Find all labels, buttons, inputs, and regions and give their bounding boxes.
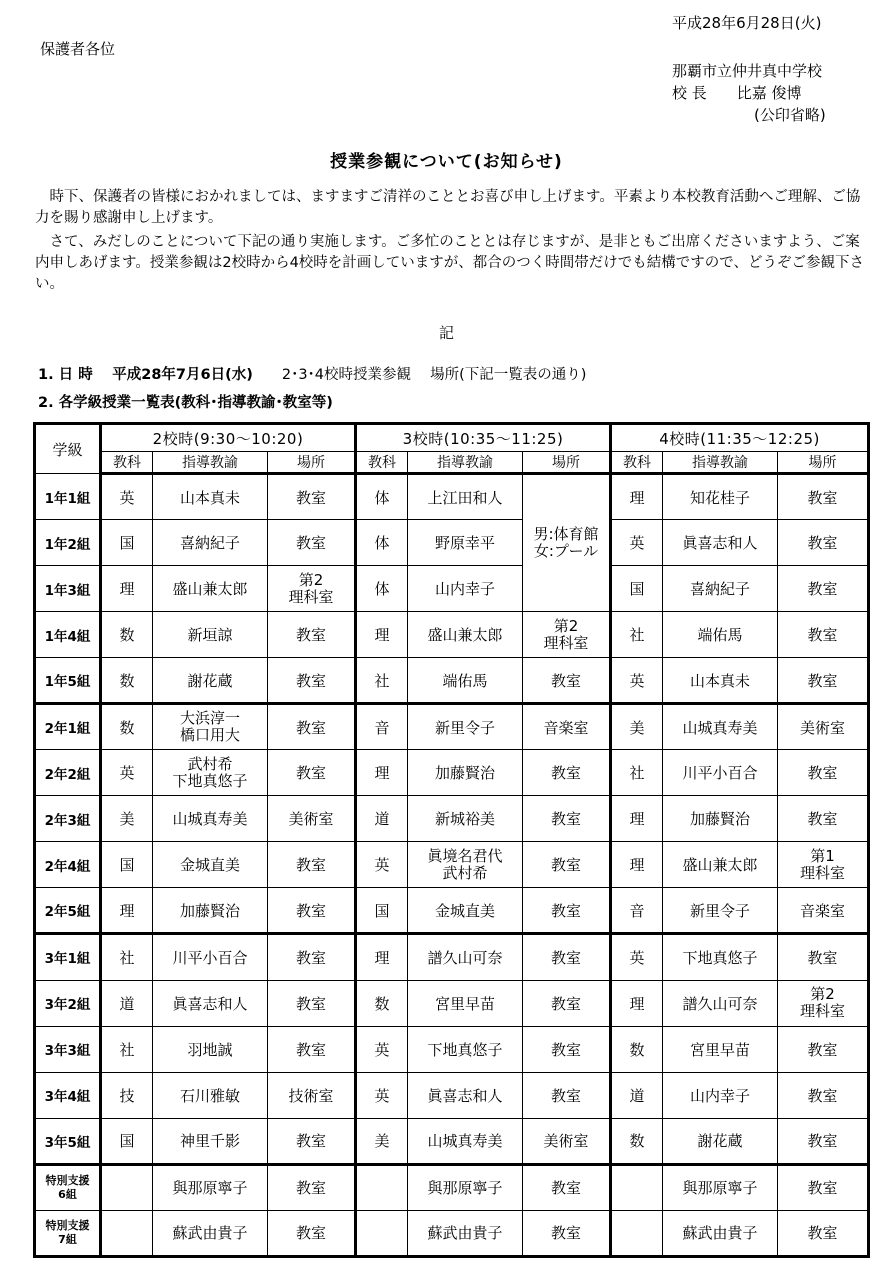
subject-cell: 理 xyxy=(611,474,663,520)
location-cell: 教室 xyxy=(523,1164,611,1210)
teacher-cell: 新里令子 xyxy=(663,888,778,934)
addressee: 保護者各位 xyxy=(40,40,116,58)
table-row xyxy=(35,842,869,888)
location-cell: 第1 理科室 xyxy=(778,842,869,888)
subject-cell: 美 xyxy=(356,1118,408,1164)
class-name-cell: 3年5組 xyxy=(35,1118,101,1164)
subject-subheader: 教科 xyxy=(356,452,408,474)
subject-cell: 社 xyxy=(101,934,153,980)
class-column-header: 学級 xyxy=(35,424,101,474)
location-cell: 教室 xyxy=(778,658,869,704)
subject-cell: 英 xyxy=(611,934,663,980)
teacher-cell: 加藤賢治 xyxy=(663,796,778,842)
subject-cell: 理 xyxy=(356,934,408,980)
subject-subheader: 教科 xyxy=(101,452,153,474)
location-cell: 教室 xyxy=(268,888,356,934)
subject-cell: 理 xyxy=(101,566,153,612)
location-cell: 教室 xyxy=(523,796,611,842)
table-row xyxy=(35,474,869,520)
teacher-cell: 金城直美 xyxy=(153,842,268,888)
teacher-cell: 眞喜志和人 xyxy=(153,980,268,1026)
teacher-subheader: 指導教諭 xyxy=(153,452,268,474)
teacher-subheader: 指導教諭 xyxy=(408,452,523,474)
subject-cell: 社 xyxy=(356,658,408,704)
location-cell: 教室 xyxy=(523,1026,611,1072)
teacher-cell: 山本真未 xyxy=(663,658,778,704)
table-row xyxy=(35,566,869,612)
teacher-cell: 與那原寧子 xyxy=(663,1164,778,1210)
ki-marker: 記 xyxy=(438,324,454,342)
location-subheader: 場所 xyxy=(268,452,356,474)
location-cell: 教室 xyxy=(523,842,611,888)
subject-cell xyxy=(101,1210,153,1256)
location-cell: 美術室 xyxy=(523,1118,611,1164)
class-name-cell: 1年1組 xyxy=(35,474,101,520)
teacher-cell: 與那原寧子 xyxy=(408,1164,523,1210)
location-cell: 教室 xyxy=(778,520,869,566)
teacher-cell: 眞境名君代 武村希 xyxy=(408,842,523,888)
teacher-cell: 上江田和人 xyxy=(408,474,523,520)
location-cell: 美術室 xyxy=(778,704,869,750)
location-cell: 教室 xyxy=(268,658,356,704)
class-name-cell: 2年3組 xyxy=(35,796,101,842)
subject-cell: 体 xyxy=(356,566,408,612)
teacher-cell: 山内幸子 xyxy=(663,1072,778,1118)
location-cell: 教室 xyxy=(778,566,869,612)
teacher-cell: 川平小百合 xyxy=(663,750,778,796)
class-name-cell: 1年3組 xyxy=(35,566,101,612)
location-cell: 教室 xyxy=(268,842,356,888)
location-cell: 教室 xyxy=(778,1210,869,1256)
subject-cell: 道 xyxy=(611,1072,663,1118)
subject-cell: 道 xyxy=(356,796,408,842)
subject-cell: 英 xyxy=(356,842,408,888)
teacher-cell: 宮里早苗 xyxy=(408,980,523,1026)
teacher-cell: 謝花蔵 xyxy=(663,1118,778,1164)
teacher-cell: 知花桂子 xyxy=(663,474,778,520)
location-cell: 教室 xyxy=(523,888,611,934)
location-cell: 教室 xyxy=(268,1026,356,1072)
teacher-cell: 新里令子 xyxy=(408,704,523,750)
subject-cell: 数 xyxy=(101,658,153,704)
location-subheader: 場所 xyxy=(523,452,611,474)
period-2-header: 2校時(9:30～10:20) xyxy=(101,424,356,452)
location-cell: 教室 xyxy=(523,1210,611,1256)
location-cell: 教室 xyxy=(268,704,356,750)
location-cell: 教室 xyxy=(268,1210,356,1256)
table-row xyxy=(35,980,869,1026)
location-subheader: 場所 xyxy=(778,452,869,474)
notice-date: 平成28年6月28日(火) xyxy=(672,14,822,32)
subject-cell: 美 xyxy=(101,796,153,842)
item-schedule-heading: 2. 各学級授業一覧表(教科･指導教諭･教室等) xyxy=(38,395,333,411)
location-cell: 技術室 xyxy=(268,1072,356,1118)
location-cell: 教室 xyxy=(268,1118,356,1164)
location-cell: 教室 xyxy=(778,1072,869,1118)
table-row xyxy=(35,1210,869,1256)
location-cell: 教室 xyxy=(523,934,611,980)
teacher-cell: 喜納紀子 xyxy=(663,566,778,612)
location-cell: 教室 xyxy=(523,658,611,704)
subject-cell: 美 xyxy=(611,704,663,750)
location-cell: 第2 理科室 xyxy=(268,566,356,612)
location-cell: 教室 xyxy=(523,1072,611,1118)
subject-cell: 英 xyxy=(356,1026,408,1072)
teacher-cell: 野原幸平 xyxy=(408,520,523,566)
teacher-cell: 盛山兼太郎 xyxy=(153,566,268,612)
teacher-cell: 加藤賢治 xyxy=(408,750,523,796)
period-3-header: 3校時(10:35～11:25) xyxy=(356,424,611,452)
class-name-cell: 3年2組 xyxy=(35,980,101,1026)
location-cell: 第2 理科室 xyxy=(523,612,611,658)
location-cell: 教室 xyxy=(268,934,356,980)
location-cell: 教室 xyxy=(268,474,356,520)
teacher-cell: 下地真悠子 xyxy=(663,934,778,980)
teacher-cell: 山城真寿美 xyxy=(663,704,778,750)
class-name-cell: 特別支援 6組 xyxy=(35,1164,101,1210)
location-cell: 教室 xyxy=(778,796,869,842)
schedule-body xyxy=(35,474,869,1257)
teacher-subheader: 指導教諭 xyxy=(663,452,778,474)
subject-cell: 音 xyxy=(356,704,408,750)
teacher-cell: 下地真悠子 xyxy=(408,1026,523,1072)
location-cell: 教室 xyxy=(268,980,356,1026)
teacher-cell: 山内幸子 xyxy=(408,566,523,612)
teacher-cell: 川平小百合 xyxy=(153,934,268,980)
subject-cell: 技 xyxy=(101,1072,153,1118)
location-cell: 美術室 xyxy=(268,796,356,842)
teacher-cell: 眞喜志和人 xyxy=(663,520,778,566)
table-row xyxy=(35,520,869,566)
subject-cell: 英 xyxy=(356,1072,408,1118)
teacher-cell: 眞喜志和人 xyxy=(408,1072,523,1118)
teacher-cell: 端佑馬 xyxy=(663,612,778,658)
teacher-cell: 端佑馬 xyxy=(408,658,523,704)
teacher-cell: 蘇武由貴子 xyxy=(408,1210,523,1256)
subject-cell: 社 xyxy=(611,750,663,796)
class-name-cell: 2年2組 xyxy=(35,750,101,796)
teacher-cell: 譜久山可奈 xyxy=(663,980,778,1026)
teacher-cell: 山本真未 xyxy=(153,474,268,520)
location-cell: 教室 xyxy=(778,612,869,658)
location-cell: 音楽室 xyxy=(778,888,869,934)
table-row xyxy=(35,888,869,934)
subject-cell xyxy=(101,1164,153,1210)
subject-cell: 体 xyxy=(356,474,408,520)
class-name-cell: 3年3組 xyxy=(35,1026,101,1072)
location-cell: 教室 xyxy=(778,1118,869,1164)
table-row xyxy=(35,1118,869,1164)
subject-cell: 英 xyxy=(611,520,663,566)
subject-cell: 国 xyxy=(101,1118,153,1164)
class-name-cell: 3年1組 xyxy=(35,934,101,980)
subject-cell: 英 xyxy=(101,474,153,520)
location-cell: 第2 理科室 xyxy=(778,980,869,1026)
subject-cell: 数 xyxy=(611,1026,663,1072)
item-datetime-detail: 2･3･4校時授業参観 場所(下記一覧表の通り) xyxy=(252,367,587,383)
location-cell: 教室 xyxy=(778,934,869,980)
location-cell: 教室 xyxy=(778,1026,869,1072)
teacher-cell: 新城裕美 xyxy=(408,796,523,842)
teacher-cell: 武村希 下地真悠子 xyxy=(153,750,268,796)
subheader-row xyxy=(35,452,869,474)
subject-cell: 理 xyxy=(611,796,663,842)
sender-block xyxy=(672,60,826,126)
body-paragraph-1: 時下、保護者の皆様におかれましては、ますますご清祥のこととお喜び申し上げます。平素より本校教育活動へご理解、ご協力を賜り感謝申し上げます。 xyxy=(35,189,861,226)
teacher-cell: 加藤賢治 xyxy=(153,888,268,934)
class-schedule-table xyxy=(33,422,870,1258)
body-paragraph-2: さて、みだしのことについて下記の通り実施します。ご多忙のこととは存じますが、是非ともご出席くださいますよう、ご案内申しあげます。授業参観は2校時から4校時を計画していますが、都合のつく時間帯だけでも結構ですので、どうぞご参観下さい。 xyxy=(35,234,864,292)
subject-cell: 音 xyxy=(611,888,663,934)
subject-cell: 理 xyxy=(101,888,153,934)
subject-cell: 体 xyxy=(356,520,408,566)
table-row xyxy=(35,796,869,842)
location-cell: 教室 xyxy=(778,1164,869,1210)
teacher-cell: 新垣諒 xyxy=(153,612,268,658)
subject-subheader: 教科 xyxy=(611,452,663,474)
item-datetime xyxy=(38,363,586,384)
teacher-cell: 宮里早苗 xyxy=(663,1026,778,1072)
seal-note: (公印省略) xyxy=(754,106,826,124)
document-title: 授業参観について(お知らせ) xyxy=(330,152,563,172)
subject-cell: 数 xyxy=(101,704,153,750)
location-cell: 音楽室 xyxy=(523,704,611,750)
teacher-cell: 金城直美 xyxy=(408,888,523,934)
school-name: 那覇市立仲井真中学校 xyxy=(672,62,823,80)
subject-cell: 理 xyxy=(356,750,408,796)
location-cell: 教室 xyxy=(523,980,611,1026)
table-row xyxy=(35,934,869,980)
table-row xyxy=(35,1072,869,1118)
subject-cell: 道 xyxy=(101,980,153,1026)
location-cell: 教室 xyxy=(778,750,869,796)
table-row xyxy=(35,750,869,796)
teacher-cell: 盛山兼太郎 xyxy=(663,842,778,888)
table-row xyxy=(35,612,869,658)
class-name-cell: 1年5組 xyxy=(35,658,101,704)
pe-location-cell: 男:体育館 女:プール xyxy=(523,474,611,612)
location-cell: 教室 xyxy=(778,474,869,520)
subject-cell: 社 xyxy=(101,1026,153,1072)
table-row xyxy=(35,1026,869,1072)
teacher-cell: 蘇武由貴子 xyxy=(663,1210,778,1256)
subject-cell: 英 xyxy=(611,658,663,704)
subject-cell: 社 xyxy=(611,612,663,658)
subject-cell xyxy=(356,1210,408,1256)
subject-cell: 数 xyxy=(611,1118,663,1164)
class-name-cell: 1年4組 xyxy=(35,612,101,658)
teacher-cell: 謝花蔵 xyxy=(153,658,268,704)
teacher-cell: 神里千影 xyxy=(153,1118,268,1164)
class-name-cell: 特別支援 7組 xyxy=(35,1210,101,1256)
subject-cell: 国 xyxy=(611,566,663,612)
subject-cell xyxy=(356,1164,408,1210)
table-row xyxy=(35,1164,869,1210)
location-cell: 教室 xyxy=(268,750,356,796)
subject-cell: 国 xyxy=(356,888,408,934)
subject-cell: 数 xyxy=(356,980,408,1026)
period-4-header: 4校時(11:35～12:25) xyxy=(611,424,869,452)
item-datetime-label: 1. 日 時 平成28年7月6日(水) xyxy=(38,367,253,383)
location-cell: 教室 xyxy=(268,612,356,658)
subject-cell xyxy=(611,1164,663,1210)
teacher-cell: 山城真寿美 xyxy=(408,1118,523,1164)
subject-cell: 理 xyxy=(356,612,408,658)
class-name-cell: 1年2組 xyxy=(35,520,101,566)
teacher-cell: 大浜淳一 橋口用大 xyxy=(153,704,268,750)
teacher-cell: 盛山兼太郎 xyxy=(408,612,523,658)
subject-cell: 英 xyxy=(101,750,153,796)
subject-cell: 国 xyxy=(101,842,153,888)
principal-name: 校 長 比嘉 俊博 xyxy=(672,84,802,102)
teacher-cell: 喜納紀子 xyxy=(153,520,268,566)
class-name-cell: 3年4組 xyxy=(35,1072,101,1118)
subject-cell: 数 xyxy=(101,612,153,658)
location-cell: 教室 xyxy=(268,1164,356,1210)
teacher-cell: 石川雅敏 xyxy=(153,1072,268,1118)
subject-cell: 理 xyxy=(611,842,663,888)
table-row xyxy=(35,658,869,704)
teacher-cell: 蘇武由貴子 xyxy=(153,1210,268,1256)
teacher-cell: 羽地誠 xyxy=(153,1026,268,1072)
location-cell: 教室 xyxy=(523,750,611,796)
subject-cell xyxy=(611,1210,663,1256)
teacher-cell: 與那原寧子 xyxy=(153,1164,268,1210)
location-cell: 教室 xyxy=(268,520,356,566)
teacher-cell: 山城真寿美 xyxy=(153,796,268,842)
class-name-cell: 2年4組 xyxy=(35,842,101,888)
class-name-cell: 2年5組 xyxy=(35,888,101,934)
class-name-cell: 2年1組 xyxy=(35,704,101,750)
table-row xyxy=(35,704,869,750)
subject-cell: 国 xyxy=(101,520,153,566)
teacher-cell: 譜久山可奈 xyxy=(408,934,523,980)
body-text xyxy=(35,187,865,298)
subject-cell: 理 xyxy=(611,980,663,1026)
